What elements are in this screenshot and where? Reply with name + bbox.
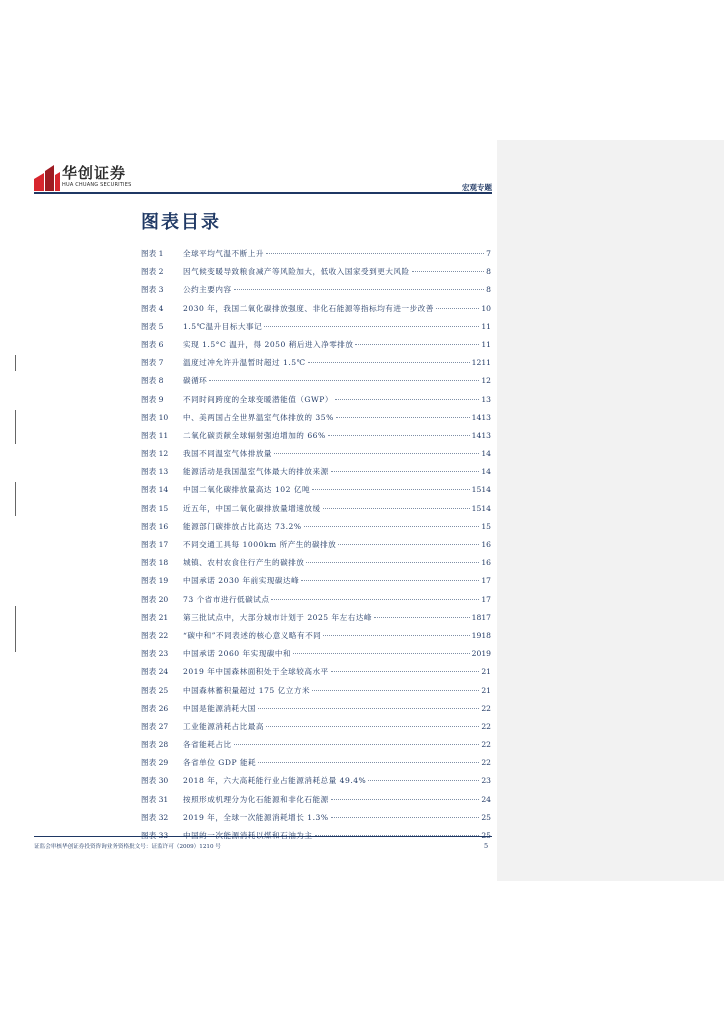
toc-dot-leader	[331, 671, 480, 672]
toc-entry-title: 能源部门碳排放占比高达 73.2%	[183, 521, 302, 531]
toc-entry-page: 1413	[471, 412, 491, 422]
toc-dot-leader	[274, 453, 479, 454]
toc-entry[interactable]	[141, 484, 491, 502]
toc-entry-page: 13	[481, 394, 491, 404]
toc-entry[interactable]	[141, 575, 491, 593]
toc-entry-page: 14	[481, 467, 491, 477]
toc-entry-title: 各省能耗占比	[183, 740, 232, 750]
toc-dot-leader	[312, 489, 470, 490]
toc-dot-leader	[412, 271, 485, 272]
toc-entry[interactable]	[141, 794, 491, 812]
toc-entry-title: 近五年，中国二氧化碳排放量增速放缓	[183, 503, 321, 513]
page-number: 5	[484, 842, 489, 850]
toc-entry-label: 图表 32	[141, 812, 169, 822]
toc-entry-title: 城镇、农村农食住行产生的碳排放	[183, 558, 305, 568]
toc-heading: 图表目录	[141, 212, 221, 233]
toc-entry-page: 1514	[471, 503, 491, 513]
toc-entry[interactable]	[141, 630, 491, 648]
toc-dot-leader	[331, 799, 480, 800]
toc-entry-label: 图表 13	[141, 467, 169, 477]
toc-entry-label: 图表 9	[141, 394, 164, 404]
toc-entry-label: 图表 12	[141, 449, 169, 459]
toc-entry-page: 1413	[471, 430, 491, 440]
toc-dot-leader	[331, 817, 480, 818]
header-rule	[34, 192, 492, 194]
toc-entry[interactable]	[141, 521, 491, 539]
toc-entry[interactable]	[141, 594, 491, 612]
toc-entry-title: 第三批试点中，大部分城市计划于 2025 年左右达峰	[183, 612, 373, 622]
toc-entry[interactable]	[141, 775, 491, 793]
toc-entry-title: 按照形成机理分为化石能源和非化石能源	[183, 794, 329, 804]
toc-entry-page: 21	[481, 685, 491, 695]
toc-entry-label: 图表 15	[141, 503, 169, 513]
toc-entry-title: 2018 年，六大高耗能行业占能源消耗总量 49.4%	[183, 776, 367, 786]
toc-entry[interactable]	[141, 721, 491, 739]
toc-entry-page: 25	[481, 812, 491, 822]
toc-dot-leader	[323, 635, 469, 636]
toc-entry-label: 图表 1	[141, 249, 164, 258]
toc-entry-page: 16	[481, 558, 491, 568]
toc-entry[interactable]	[141, 266, 491, 284]
revision-bar	[15, 410, 16, 444]
toc-dot-leader	[368, 780, 479, 781]
toc-entry[interactable]	[141, 248, 491, 266]
toc-entry-label: 图表 7	[141, 358, 164, 368]
toc-entry[interactable]	[141, 339, 491, 357]
toc-entry-page: 8	[486, 267, 491, 277]
toc-dot-leader	[266, 253, 484, 254]
toc-entry-page: 16	[481, 540, 491, 549]
toc-entry-page: 10	[481, 303, 491, 313]
toc-dot-leader	[323, 508, 470, 509]
toc-entry-page: 22	[481, 740, 491, 750]
toc-entry-page: 22	[481, 758, 491, 768]
toc-entry-label: 图表 31	[141, 794, 169, 804]
toc-entry-title: “碳中和”不同表述的核心意义略有不同	[183, 630, 322, 640]
toc-entry[interactable]	[141, 703, 491, 721]
toc-entry-label: 图表 17	[141, 540, 169, 549]
toc-dot-leader	[301, 580, 479, 581]
toc-entry-page: 1817	[471, 612, 491, 622]
toc-dot-leader	[336, 417, 470, 418]
toc-entry-title: 能源活动是我国温室气体最大的排放来源	[183, 467, 329, 477]
toc-entry-title: 工业能源消耗占比最高	[183, 721, 264, 731]
toc-entry-page: 12	[481, 376, 491, 386]
brand-logo	[34, 165, 144, 191]
toc-entry-label: 图表 8	[141, 376, 164, 386]
toc-entry-page: 22	[481, 703, 491, 713]
toc-dot-leader	[355, 344, 479, 345]
toc-entry-page: 11	[481, 339, 491, 349]
toc-entry-page: 23	[481, 776, 491, 786]
toc-entry-title: 中国承诺 2060 年实现碳中和	[183, 649, 292, 659]
toc-entry[interactable]	[141, 666, 491, 684]
toc-entry-label: 图表 25	[141, 685, 169, 695]
toc-entry-label: 图表 22	[141, 630, 169, 640]
toc-entry-title: 2030 年，我国二氧化碳排放强度、非化石能源等指标均有进一步改善	[183, 303, 434, 313]
toc-entry[interactable]	[141, 612, 491, 630]
toc-entry[interactable]	[141, 685, 491, 703]
toc-dot-leader	[335, 399, 479, 400]
toc-entry[interactable]	[141, 394, 491, 412]
toc-dot-leader	[436, 308, 479, 309]
toc-dot-leader	[266, 726, 479, 727]
toc-entry[interactable]	[141, 739, 491, 757]
toc-entry-title: 2019 年中国森林面积处于全球较高水平	[183, 667, 329, 677]
toc-entry-title: 温度过冲允许升温暂时超过 1.5℃	[183, 358, 306, 368]
toc-entry-page: 7	[486, 249, 491, 258]
toc-entry-page: 21	[481, 667, 491, 677]
toc-list	[141, 248, 491, 848]
toc-dot-leader	[374, 617, 470, 618]
toc-entry-page: 24	[481, 794, 491, 804]
toc-entry-label: 图表 30	[141, 776, 169, 786]
toc-entry-page: 11	[481, 321, 491, 331]
toc-entry-label: 图表 4	[141, 303, 164, 313]
toc-dot-leader	[234, 289, 485, 290]
toc-entry-title: 各省单位 GDP 能耗	[183, 758, 257, 768]
toc-entry[interactable]	[141, 503, 491, 521]
footer-license: 证监会审核华创证券投资咨询业务资格批文号：证监许可（2009）1210 号	[34, 844, 221, 850]
toc-entry-title: 二氧化碳贡献全球辐射强迫增加的 66%	[183, 430, 326, 440]
toc-entry-title: 不同交通工具每 1000km 所产生的碳排放	[183, 540, 337, 549]
toc-entry-title: 中、美两国占全世界温室气体排放的 35%	[183, 412, 334, 422]
toc-entry[interactable]	[141, 539, 491, 557]
toc-entry-label: 图表 21	[141, 612, 169, 622]
toc-entry-label: 图表 18	[141, 558, 169, 568]
toc-dot-leader	[209, 380, 479, 381]
toc-entry-label: 图表 10	[141, 412, 169, 422]
toc-entry-title: 2019 年，全球一次能源消耗增长 1.3%	[183, 812, 329, 822]
toc-entry-label: 图表 2	[141, 267, 164, 277]
toc-dot-leader	[234, 744, 480, 745]
toc-entry-title: 中国森林蓄积量超过 175 亿立方米	[183, 685, 311, 695]
toc-entry[interactable]	[141, 466, 491, 484]
revision-bar	[15, 606, 16, 652]
toc-entry-label: 图表 14	[141, 485, 169, 495]
report-type: 宏观专题	[462, 183, 492, 192]
toc-entry-title: 73 个省市进行低碳试点	[183, 594, 270, 604]
toc-entry-title: 实现 1.5°C 温升，得 2050 稍后进入净零排放	[183, 339, 354, 349]
toc-entry-page: 14	[481, 449, 491, 459]
toc-entry-page: 8	[486, 285, 491, 295]
toc-entry[interactable]	[141, 430, 491, 448]
toc-dot-leader	[258, 708, 479, 709]
toc-dot-leader	[271, 599, 479, 600]
toc-entry[interactable]	[141, 757, 491, 775]
toc-entry-title: 1.5℃温升目标大事记	[183, 321, 263, 331]
toc-entry-title: 碳循环	[183, 376, 208, 386]
toc-entry-page: 15	[481, 521, 491, 531]
toc-entry-label: 图表 11	[141, 430, 169, 440]
toc-entry-label: 图表 20	[141, 594, 169, 604]
brand-name: 华创证券	[62, 164, 127, 182]
toc-dot-leader	[258, 762, 479, 763]
toc-entry-label: 图表 23	[141, 649, 169, 659]
toc-entry-page: 17	[481, 576, 491, 586]
toc-entry-title: 全球平均气温不断上升	[183, 249, 264, 258]
toc-entry[interactable]	[141, 303, 491, 321]
toc-entry-title: 中国二氧化碳排放量高达 102 亿吨	[183, 485, 311, 495]
revision-bar	[15, 355, 16, 371]
toc-entry[interactable]	[141, 284, 491, 302]
toc-dot-leader	[304, 526, 480, 527]
toc-entry-title: 公约主要内容	[183, 285, 232, 295]
toc-entry-label: 图表 28	[141, 740, 169, 750]
toc-entry-label: 图表 24	[141, 667, 169, 677]
toc-entry-title: 我国不同温室气体排放量	[183, 449, 273, 459]
toc-entry-label: 图表 16	[141, 521, 169, 531]
toc-entry-title: 因气候变暖导致粮食减产等风险加大，低收入国家受到更大风险	[183, 267, 410, 277]
toc-entry-label: 图表 19	[141, 576, 169, 586]
toc-entry-page: 1211	[471, 358, 491, 368]
toc-entry[interactable]	[141, 321, 491, 339]
toc-entry-page: 17	[481, 594, 491, 604]
toc-dot-leader	[306, 562, 479, 563]
toc-entry[interactable]	[141, 412, 491, 430]
brand-mark-icon	[34, 165, 60, 191]
toc-entry-label: 图表 5	[141, 321, 164, 331]
toc-entry-label: 图表 6	[141, 339, 164, 349]
toc-dot-leader	[328, 435, 470, 436]
toc-entry[interactable]	[141, 375, 491, 393]
toc-entry-label: 图表 29	[141, 758, 169, 768]
toc-entry-label: 图表 3	[141, 285, 164, 295]
toc-entry-page: 2019	[471, 649, 491, 659]
toc-entry[interactable]	[141, 812, 491, 830]
toc-entry-label: 图表 27	[141, 721, 169, 731]
toc-entry[interactable]	[141, 448, 491, 466]
brand-subtitle: HUA CHUANG SECURITIES	[62, 182, 132, 188]
toc-entry-title: 中国承诺 2030 年前实现碳达峰	[183, 576, 300, 586]
toc-dot-leader	[312, 690, 479, 691]
footer-rule	[34, 836, 492, 837]
toc-entry-page: 22	[481, 721, 491, 731]
toc-entry-title: 不同时间跨度的全球变暖潜能值（GWP）	[183, 394, 333, 404]
toc-entry-page: 1514	[471, 485, 491, 495]
toc-entry-page: 1918	[471, 630, 491, 640]
toc-dot-leader	[264, 326, 479, 327]
toc-entry-label: 图表 26	[141, 703, 169, 713]
toc-entry[interactable]	[141, 557, 491, 575]
comments-pane	[497, 140, 724, 881]
toc-dot-leader	[331, 471, 480, 472]
toc-entry[interactable]	[141, 357, 491, 375]
toc-entry-title: 中国是能源消耗大国	[183, 703, 256, 713]
toc-entry[interactable]	[141, 648, 491, 666]
revision-bar	[15, 482, 16, 516]
toc-dot-leader	[293, 653, 470, 654]
toc-dot-leader	[338, 544, 479, 545]
toc-dot-leader	[308, 362, 470, 363]
